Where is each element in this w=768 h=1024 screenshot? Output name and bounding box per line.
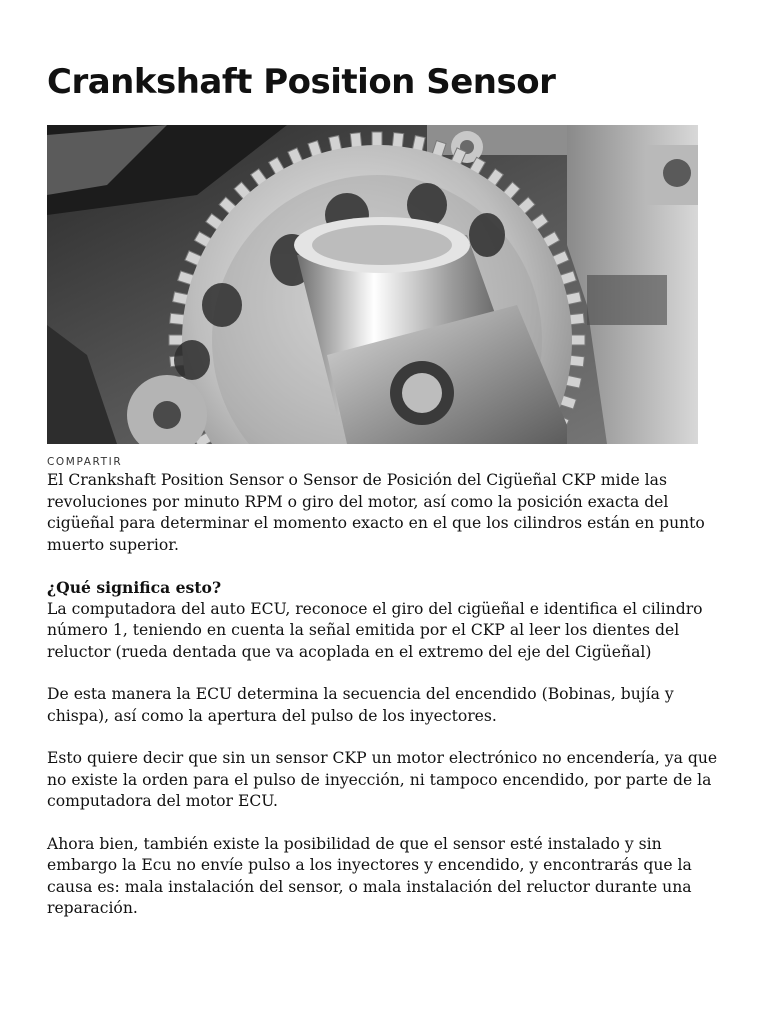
gear-tooth [392,133,403,148]
paragraph: Esto quiere decir que sin un sensor CKP un motor electrónico no encendería, ya que no existe la orden para el pulso de inyección, ni tampoco encendido, por parte de la computadora del motor ECU. [47,749,718,810]
gear-tooth [372,132,382,146]
gear-tooth [571,335,585,345]
gear-tooth [170,313,185,324]
share-link[interactable]: COMPARTIR [47,456,123,468]
gear-tooth [569,355,584,366]
crankshaft-gear-illustration [47,125,698,444]
gear-tooth [569,313,584,324]
paragraph: La computadora del auto ECU, reconoce el giro del cigüeñal e identifica el cilindro número 1, teniendo en cuenta la señal emitida por el CKP al leer los dientes del reluctor (rueda dentada que va acoplada en el extremo del eje del Cigüeñal) [47,599,703,661]
gear-tooth [169,335,183,345]
question-heading: ¿Qué significa esto? [47,578,222,597]
gear-tooth [350,133,361,148]
paragraph: El Crankshaft Position Sensor o Sensor de Posición del Cigüeñal CKP mide las revoluciones por minuto RPM o giro del motor, así como la posición exacta del cigüeñal para determinar el momento exacto en el que los cilindros están en punto muerto superior. [47,471,705,554]
question-section [47,577,719,663]
paragraph: Ahora bien, también existe la posibilidad de que el sensor esté instalado y sin embargo la Ecu no envíe pulso a los inyectores y encendido, y encontrarás que la causa es: mala instalación del sensor, o mala instalación del reluctor durante una reparación. [47,834,692,917]
article-body [47,470,719,941]
paragraph: De esta manera la ECU determina la secuencia del encendido (Bobinas, bujía y chispa), así como la apertura del pulso de los inyectores. [47,685,674,725]
crankshaft-reluctor-photo [47,125,698,444]
page-title: Crankshaft Position Sensor [47,62,556,102]
